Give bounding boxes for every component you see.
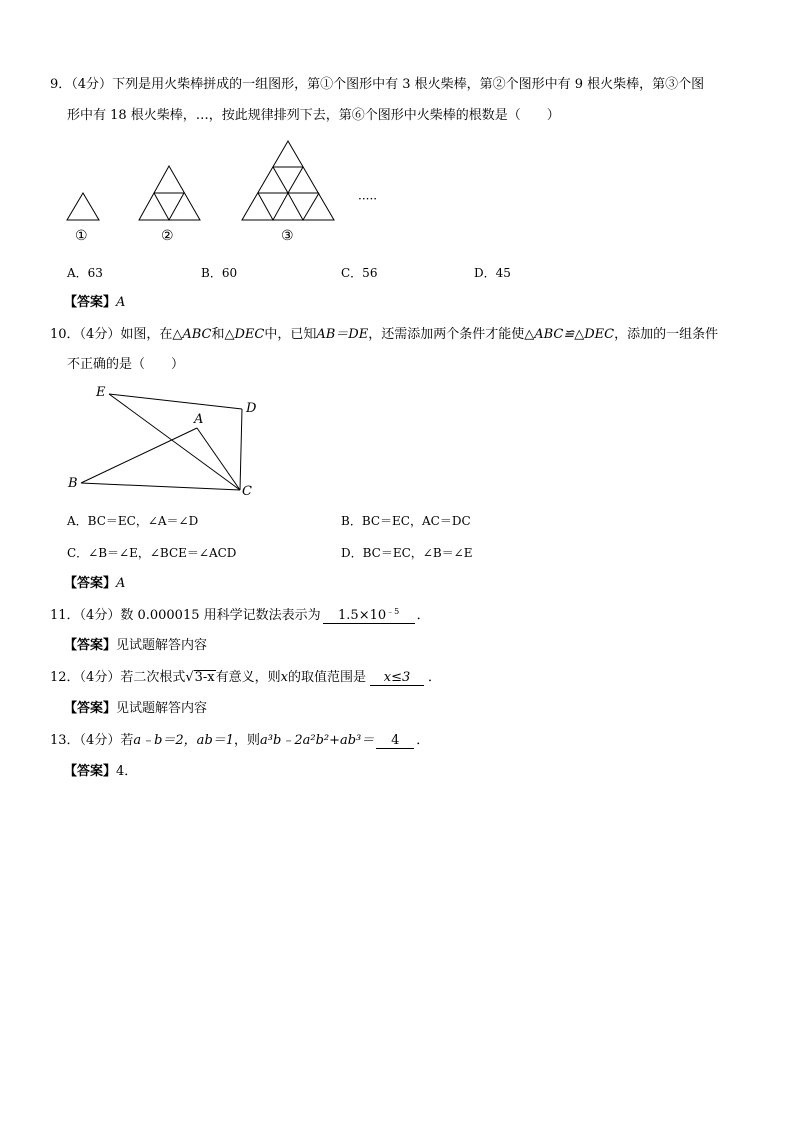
q12-score: （4分）: [79, 670, 121, 685]
q10-text-d: ，还需添加两个条件才能使△: [368, 327, 535, 342]
q9-ellipsis: ·····: [358, 192, 378, 206]
q10-option-c: C．∠B＝∠E，∠BCE＝∠ACD: [67, 546, 237, 560]
triangle-fig1: [67, 193, 99, 220]
q10-answer-tag: 【答案】: [64, 576, 117, 591]
q10-abc: ABC: [182, 327, 212, 342]
q10-option-b: B．BC＝EC，AC＝DC: [341, 514, 471, 528]
q12-answer-blank: x≤3: [370, 670, 424, 686]
fig1-label: ①: [75, 228, 88, 244]
q11-blank-exponent: ﹣5: [386, 607, 400, 616]
q10-text-a: 如图，在△: [120, 327, 183, 342]
q10-line1: [50, 326, 718, 344]
q12-text-a: 若二次根式: [120, 670, 186, 685]
q13-line: [50, 732, 429, 750]
q11-text-b: ．: [416, 608, 430, 623]
q9-option-a: A．63: [67, 266, 103, 280]
q12-radicand: 3-x: [194, 670, 215, 685]
q11-answer: [64, 637, 207, 655]
fig2-label: ②: [161, 228, 174, 244]
q10-line2: 不正确的是（ ）: [67, 357, 185, 372]
q11-answer-blank: [323, 608, 415, 624]
segment-ED: [109, 394, 242, 409]
q10-answer: [64, 575, 125, 593]
q12-text-d: ．: [428, 670, 442, 685]
q10-answer-value: A: [116, 576, 126, 591]
triangle-fig3: [242, 141, 334, 220]
q11-line: [50, 607, 430, 625]
segment-BC: [81, 483, 240, 490]
q9-number: 9．: [50, 77, 72, 92]
segment-EC: [109, 394, 240, 490]
q11-answer-tag: 【答案】: [64, 638, 117, 653]
q9-line1: [50, 76, 704, 94]
point-a-label: A: [194, 412, 204, 427]
q13-answer-blank: 4: [376, 733, 414, 749]
q9-option-b: B．60: [201, 266, 238, 280]
q10-text-e: ，添加的一组条件: [614, 327, 719, 342]
q13-text-b: ，则: [234, 733, 261, 748]
q9-score: （4分）: [71, 77, 113, 92]
segment-BA: [81, 428, 197, 483]
q13-answer: [64, 763, 137, 781]
q12-number: 12．: [50, 670, 80, 685]
q11-blank-base: 1.5×10: [338, 608, 387, 623]
q11-answer-value: 见试题解答内容: [116, 638, 208, 653]
q9-answer-tag: 【答案】: [64, 295, 117, 310]
q9-line2: [67, 107, 560, 125]
q9-text-2: 形中有 18 根火柴棒，…，按此规律排列下去，第⑥个图形中火柴棒的根数是（ ）: [67, 108, 560, 123]
q10-ab-de: AB＝DE: [316, 327, 369, 342]
q13-text-a: 若: [120, 733, 134, 748]
q10-option-a: A．BC＝EC，∠A＝∠D: [67, 514, 199, 528]
q9-answer: [64, 294, 125, 312]
point-d-label: D: [246, 401, 257, 416]
segment-AC: [197, 428, 240, 490]
q9-option-c: C．56: [341, 266, 378, 280]
q10-number: 10．: [50, 327, 80, 342]
q12-line: [50, 669, 441, 687]
point-c-label: C: [242, 484, 252, 499]
point-e-label: E: [96, 385, 106, 400]
point-b-label: B: [68, 476, 78, 491]
fig3-label: ③: [281, 228, 294, 244]
q13-text-c: ．: [416, 733, 430, 748]
triangle-fig2: [139, 166, 200, 220]
q10-text-b: 和△: [211, 327, 235, 342]
q10-score: （4分）: [79, 327, 121, 342]
q13-expr2: a³b﹣2a²b²+ab³＝: [260, 733, 375, 748]
q12-text-c: 的取值范围是: [288, 670, 367, 685]
q12-answer: [64, 700, 207, 718]
q12-answer-value: 见试题解答内容: [116, 701, 208, 716]
q9-answer-value: A: [116, 295, 126, 310]
q9-option-d: D．45: [474, 266, 511, 280]
q11-text-a: 数 0.000015 用科学记数法表示为: [120, 608, 321, 623]
q10-text-c: 中，已知: [264, 327, 317, 342]
q11-score: （4分）: [79, 608, 121, 623]
q13-answer-tag: 【答案】: [64, 764, 117, 779]
q13-answer-value: 4．: [116, 764, 138, 779]
q10-congruence: ABC≌△DEC: [534, 327, 615, 342]
triangle-fig2-inner: [154, 193, 184, 220]
q11-number: 11．: [50, 608, 80, 623]
q13-expr1: a﹣b＝2，ab＝1: [133, 733, 235, 748]
segment-DC: [240, 409, 242, 490]
q12-text-b: 有意义，则: [215, 670, 281, 685]
q12-answer-tag: 【答案】: [64, 701, 117, 716]
q13-score: （4分）: [79, 733, 121, 748]
q12-var: x: [280, 670, 288, 685]
sqrt-sign-icon: √: [185, 670, 194, 685]
q13-number: 13．: [50, 733, 80, 748]
q10-option-d: D．BC＝EC，∠B＝∠E: [341, 546, 473, 560]
q10-dec: DEC: [234, 327, 265, 342]
q9-text-1: 下列是用火柴棒拼成的一组图形，第①个图形中有 3 根火柴棒，第②个图形中有 9 根火柴棒，第③个图: [112, 77, 705, 92]
